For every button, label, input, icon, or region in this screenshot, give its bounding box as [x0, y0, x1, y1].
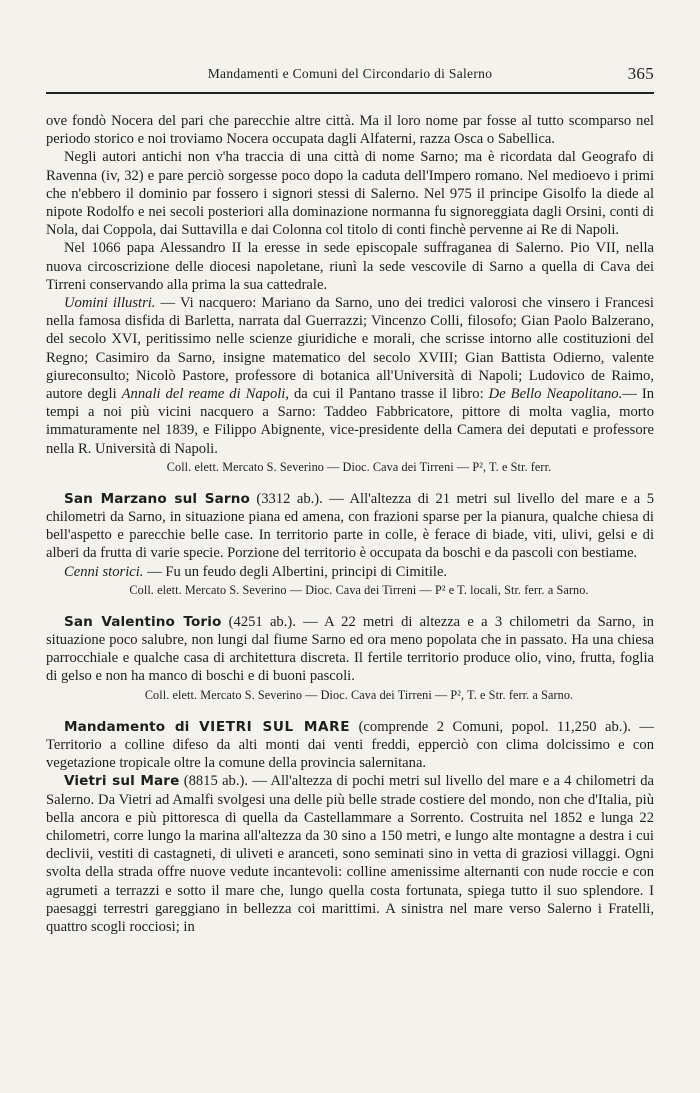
entry-heading: Vietri sul Mare — [64, 773, 180, 790]
san-marzano-reference-line: Coll. elett. Mercato S. Severino — Dioc. Cava dei Tirreni — P² e T. locali, Str. ferr. a Sarno. — [129, 582, 589, 597]
section-label: Uomini illustri. — [64, 295, 156, 312]
san-valentino-entry — [46, 613, 654, 686]
sarno-paragraph-2: Negli autori antichi non v'ha traccia di una città di nome Sarno; ma è ricordata dal Geografo di Ravenna (iv, 32) e pare perciò sorgesse poco dopo la caduta dell'Impero romano. Nel medioevo i primi che n'ebbero il dominio par fossero i signori stessi di Salerno. Nel 975 il principe Gisolfo la diede al nipote Rodolfo e nei secoli posteriori alla dominazione normanna fu signoreggiata dagli Orsini, conti di Nola, dai Coppola, dai Suttavilla e dai Colonna col titolo di conti finchè pervenne ai Re di Napoli. — [46, 149, 654, 239]
entry-text: (3312 ab.). — All'altezza di 21 metri sul livello del mare e a 5 chilometri da Sarno, in situazione piana ed amena, con frazioni sparse per la pianura, qualche chiesa di bell'aspetto e parecchie belle case. In territorio parte in colle, è ferace di biade, viti, ulivi, gelsi e di alberi da frutta di varie specie. Porzione del territorio è occupata da boschi e da pascoli con bestiame. — [46, 490, 654, 562]
vietri-mandamento-entry — [46, 718, 654, 773]
sarno-paragraph-1: ove fondò Nocera del pari che parecchie altre città. Ma il loro nome par fosse al tutto scomparso nel periodo storico e noi troviamo Nocera occupata dagli Alfaterni, razza Osca o Sabellica. — [46, 113, 654, 148]
san-valentino-reference-line: Coll. elett. Mercato S. Severino — Dioc. Cava dei Tirreni — P², T. e Str. ferr. a Sarno. — [144, 687, 574, 702]
entry-text: (4251 ab.). — A 22 metri di altezza e a 3 chilometri da Sarno, in situazione poco salubre, non lungi dal fiume Sarno ed ora meno popolata che in passato. Ha una chiesa parrocchiale e qualche casa di architettura discreta. Il fertile territorio produce olio, vino, frutta, foglia di gelso e non ha manco di boschi e di buoni pascoli. — [46, 613, 654, 685]
san-marzano-entry — [46, 490, 654, 563]
sarno-paragraph-3: Nel 1066 papa Alessandro II la eresse in sede episcopale suffraganea di Salerno. Pio VII, nella nuova circoscrizione delle diocesi napoletane, riunì la sede vescovile di Sarno a quella di Cava dei Tirreni conservando alla prima la sua cattedrale. — [46, 240, 654, 293]
mandamento-prefix: Mandamento di — [64, 718, 200, 735]
sarno-illustrious-men — [46, 294, 654, 458]
running-title: Mandamenti e Comuni del Circondario di Salerno — [207, 66, 493, 81]
paragraph-text: — Fu un feudo degli Albertini, principi di Cimitile. — [143, 563, 448, 580]
entry-heading: San Valentino Torio — [64, 613, 222, 630]
paragraph-text: , da cui il Pantano trasse il libro: — [285, 386, 489, 403]
entry-text: (8815 ab.). — All'altezza di pochi metri sul livello del mare e a 4 chilometri da Salerno. Da Vietri ad Amalfi svolgesi una delle più belle strade costiere del mondo, non che d'Italia, più bella ancora e più pittoresca di quella da Castellammare a Sorrento. Costruita nel 1852 e lunga 22 chilometri, corre lungo la marina all'altezza da 30 sino a 150 metri, e lungo alte montagne a destra i cui declivii, vestiti di castagneti, di uliveti e aranceti, sono seminati sino in vetta di graziosi villaggi. Ogni svolta della strada offre nuove vedute incantevoli: colline amenissime alternanti con nude roccie e con agrumeti a terrazzi e sotto il mare che, lungo quella costa fortunata, spiega tutto il suo splendore. I paesaggi terrestri gareggiano in bellezza coi marittimi. A sinistra nel mare verso Salerno i Fratelli, quattro scogli rocciosi; in — [46, 773, 654, 935]
vietri-entry — [46, 772, 654, 936]
page-body — [46, 112, 654, 936]
page-number: 365 — [627, 64, 654, 83]
entry-heading: San Marzano sul Sarno — [64, 490, 250, 507]
book-title: De Bello Neapolitano. — [488, 386, 623, 403]
section-label: Cenni storici. — [64, 563, 144, 580]
paragraph-text: — In tempi a noi più vicini nacquero a Sarno: Taddeo Fabbricatore, pittore di molta vaglia, morto immaturamente nel 1839, e Filippo Abignente, vice-presidente della Camera dei deputati e professore nella R. Università di Napoli. — [46, 386, 654, 457]
sarno-reference-line: Coll. elett. Mercato S. Severino — Dioc. Cava dei Tirreni — P², T. e Str. ferr. — [166, 459, 552, 474]
book-title: Annali del reame di Napoli — [121, 386, 286, 403]
page-header — [46, 64, 654, 86]
san-marzano-notes — [46, 563, 654, 581]
entry-text: (comprende 2 Comuni, popol. 11,250 ab.). — Territorio a colline difeso da alti monti dai venti freddi, epperciò con clima dolcissimo e con vegetazione tropicale oltre la comune della provincia salernitana. — [46, 718, 654, 772]
mandamento-heading: VIETRI SUL MARE — [199, 718, 351, 735]
paragraph-text: — Vi nacquero: Mariano da Sarno, uno dei tredici valorosi che vinsero i Francesi nella famosa disfida di Barletta, narrata dal Guerrazzi; Vincenzo Colli, filosofo; Gian Paolo Balzerano, del secolo XVI, peritissimo nelle scienze giuridiche e morali, che scrisse intorno alle costituzioni del Regno; Casimiro da Sarno, insigne matematico del secolo XVIII; Gian Battista Odierno, valente giureconsulto; Nicolò Pastore, professore di botanica all'Università di Napoli; Ludovico de Raimo, autore degli — [46, 295, 654, 403]
header-rule — [46, 92, 654, 94]
